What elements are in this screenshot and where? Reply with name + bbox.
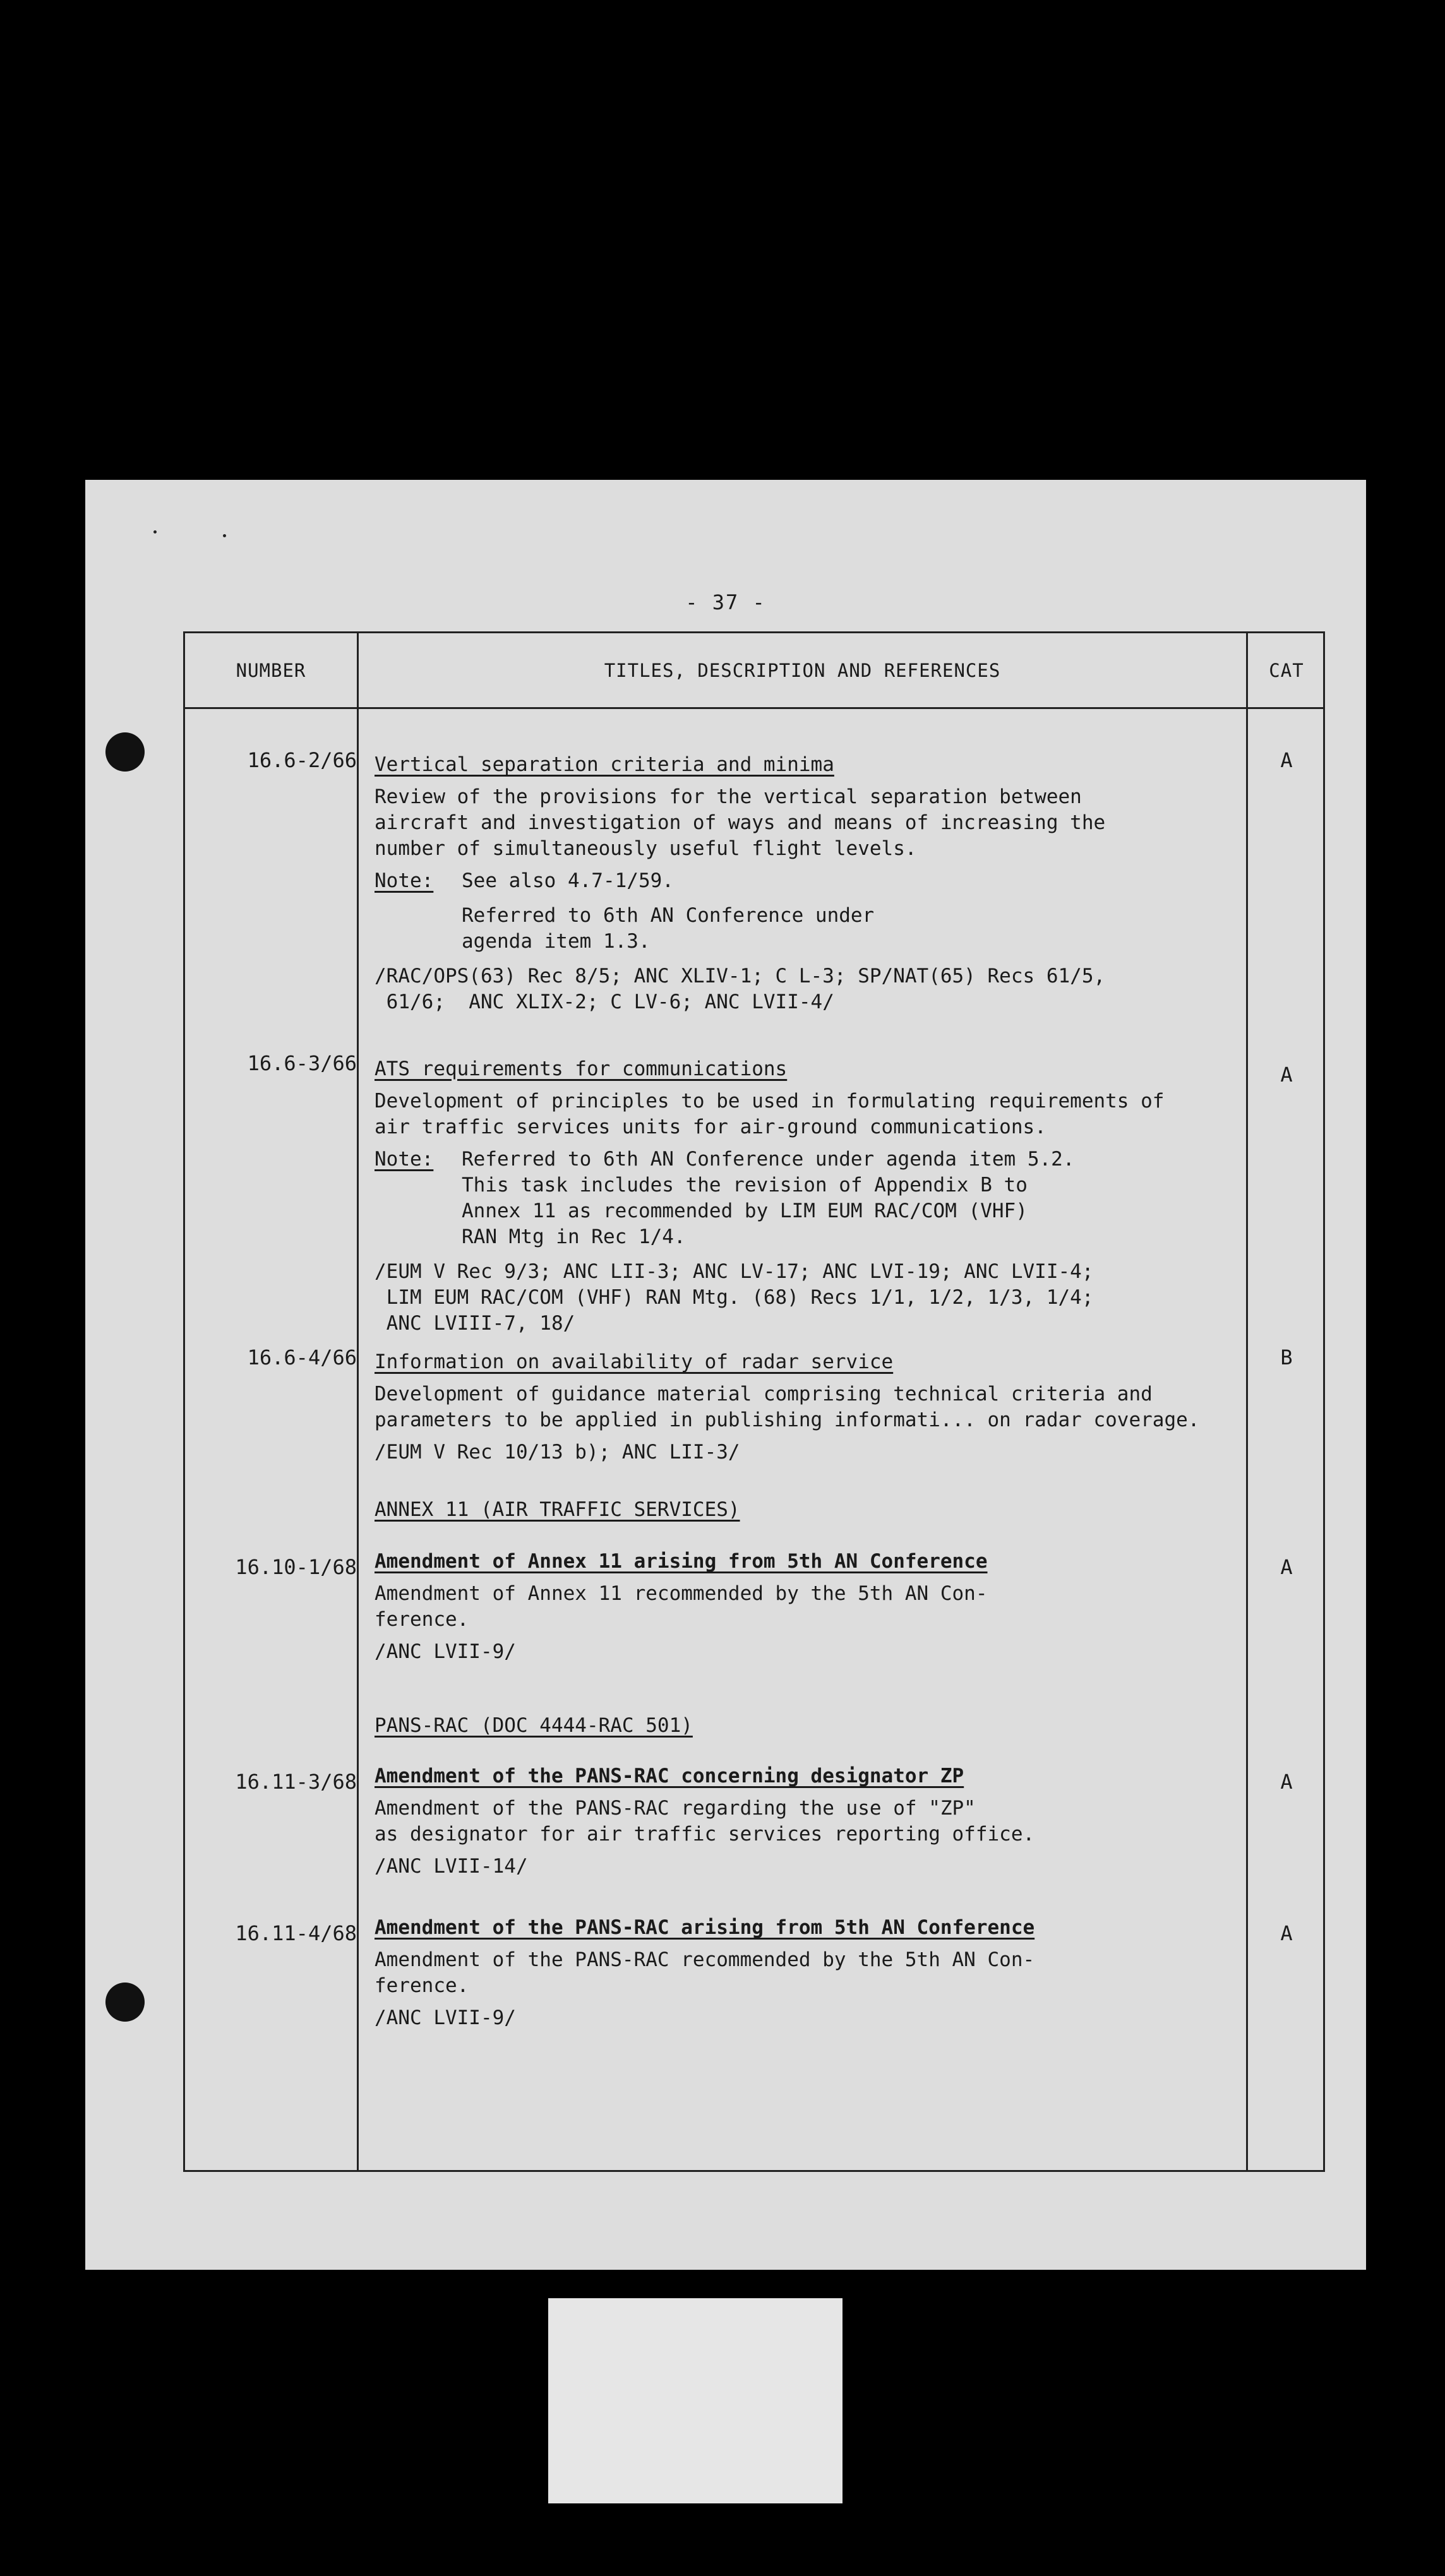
entry-title: Amendment of Annex 11 arising from 5th AN Conference [375,1550,988,1573]
speck [153,530,157,534]
entry-number: 16.6-2/66 [247,748,357,772]
note-label: Note: [375,869,434,892]
entry-description: Review of the provisions for the vertical separation between aircraft and investigation of ways and means of increasing the number of simultaneously useful flight levels. [375,785,1106,860]
entry-category: B [1280,1345,1293,1369]
entry-category: A [1280,1063,1293,1087]
entry-number: 16.6-3/66 [247,1051,357,1075]
entry-description: Amendment of Annex 11 recommended by the 5th AN Con- ference. [375,1582,988,1631]
entry-references: /ANC LVII-9/ [375,1640,516,1663]
entry-body [375,1763,1322,1880]
entry-title: Amendment of the PANS-RAC arising from 5th AN Conference [375,1916,1035,1939]
entry-title: Vertical separation criteria and minima [375,753,834,776]
page-number: - 37 - [685,590,766,614]
entry-body [375,1056,1322,1337]
section-heading: PANS-RAC (DOC 4444-RAC 501) [375,1714,693,1737]
entry-description: Amendment of the PANS-RAC recommended by the 5th AN Con- ference. [375,1948,1035,1997]
header-titles: TITLES, DESCRIPTION AND REFERENCES [604,659,1001,681]
entry-references: /ANC LVII-14/ [375,1855,528,1878]
punch-hole [105,1983,145,2022]
header-divider [185,707,1323,709]
speck [223,534,226,537]
entry-number: 16.11-4/68 [235,1921,357,1945]
punch-hole [105,732,145,772]
header-number: NUMBER [236,659,306,681]
entry-note [375,1147,1322,1250]
document-page [85,480,1366,2270]
task-table [183,631,1325,2172]
entry-title: Amendment of the PANS-RAC concerning designator ZP [375,1765,964,1787]
entry-description: Development of principles to be used in formulating requirements of air traffic services units for air-ground communications. [375,1090,1165,1138]
entry-category: A [1280,748,1293,772]
entry-body [375,1915,1322,2031]
column-divider [357,633,359,2170]
entry-body [375,752,1322,1015]
entry-references: /ANC LVII-9/ [375,2007,516,2029]
entry-references: /EUM V Rec 9/3; ANC LII-3; ANC LV-17; ANC LVI-19; ANC LVII-4; LIM EUM RAC/COM (VHF) RAN Mtg. (68) Recs 1/1, 1/2, 1/3, 1/4; ANC LVIII-7, 18/ [375,1260,1094,1335]
entry-description: Amendment of the PANS-RAC regarding the use of "ZP" as designator for air traffic services reporting office. [375,1797,1035,1846]
entry-category: A [1280,1921,1293,1945]
entry-number: 16.10-1/68 [235,1555,357,1579]
entry-title: ATS requirements for communications [375,1058,788,1080]
entry-category: A [1280,1770,1293,1794]
entry-referred: Referred to 6th AN Conference under agenda item 1.3. [462,904,875,953]
entry-references: /EUM V Rec 10/13 b); ANC LII-3/ [375,1441,740,1464]
note-label: Note: [375,1148,434,1171]
section-heading-body [375,1713,1322,1739]
entry-body [375,1349,1322,1465]
section-heading-body [375,1497,1322,1523]
note-text: See also 4.7-1/59. [462,869,674,892]
entry-category: A [1280,1555,1293,1579]
blank-card [548,2298,842,2503]
header-cat: CAT [1269,659,1304,681]
note-text: Referred to 6th AN Conference under agenda item 5.2. This task includes the revision of Appendix B to Annex 11 as recommended by LIM EUM RAC/COM (VHF) RAN Mtg in Rec 1/4. [462,1148,1075,1248]
entry-title: Information on availability of radar service [375,1351,894,1373]
section-heading: ANNEX 11 (AIR TRAFFIC SERVICES) [375,1498,740,1521]
entry-description: Development of guidance material comprising technical criteria and parameters to be applied in publishing informati... on radar coverage. [375,1383,1200,1431]
entry-note [375,868,1322,894]
entry-references: /RAC/OPS(63) Rec 8/5; ANC XLIV-1; C L-3; SP/NAT(65) Recs 61/5, 61/6; ANC XLIX-2; C LV-6; ANC LVII-4/ [375,965,1106,1013]
entry-body [375,1549,1322,1665]
entry-number: 16.11-3/68 [235,1770,357,1794]
entry-number: 16.6-4/66 [247,1345,357,1369]
